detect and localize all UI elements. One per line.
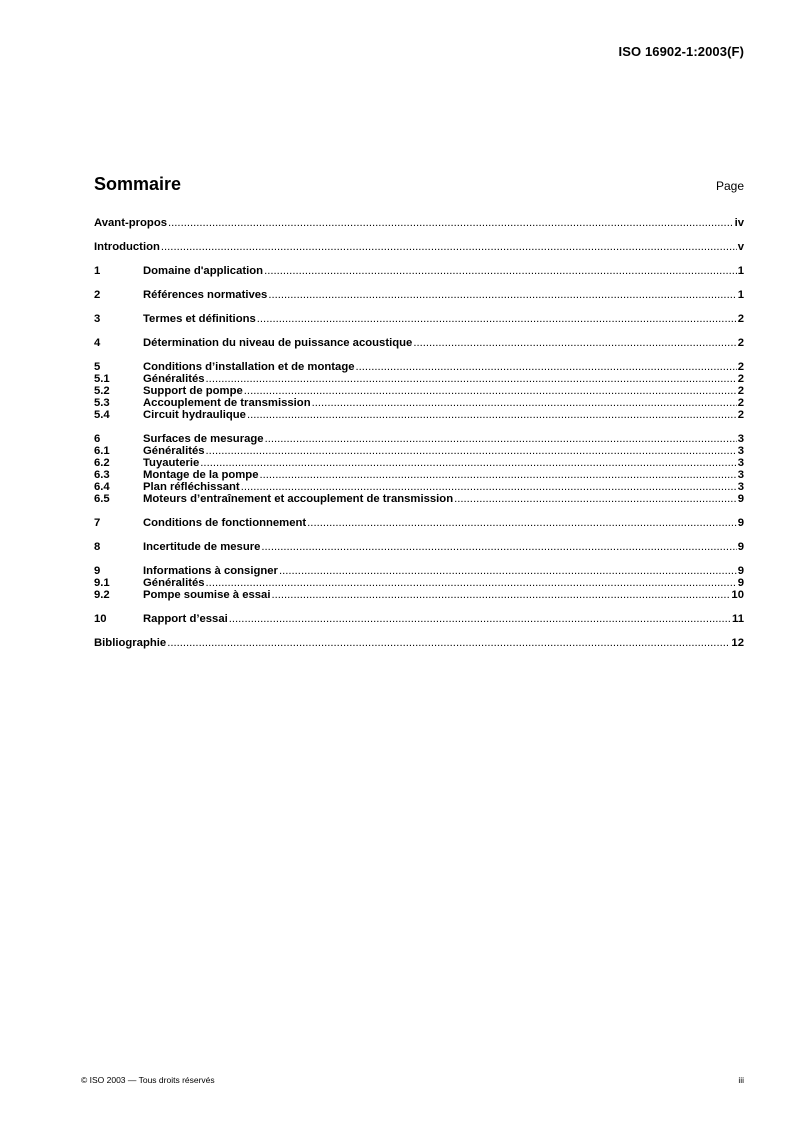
- dot-leader: [265, 433, 737, 445]
- dot-leader: [206, 373, 737, 385]
- toc-entry[interactable]: [94, 373, 744, 385]
- toc-entry-number: 9.2: [94, 589, 110, 601]
- toc-entry-page: 2: [737, 409, 744, 421]
- toc-entry[interactable]: [94, 217, 744, 229]
- dot-leader: [312, 397, 737, 409]
- toc-header: [94, 174, 744, 195]
- toc-entry-label: Tuyauterie: [143, 457, 200, 469]
- toc-entry[interactable]: [94, 577, 744, 589]
- toc-entry[interactable]: [94, 397, 744, 409]
- toc-entry-label: Avant-propos: [94, 217, 168, 229]
- page-number: iii: [738, 1075, 744, 1085]
- dot-leader: [261, 541, 736, 553]
- toc-entry-number: 6.4: [94, 481, 110, 493]
- toc-entry[interactable]: [94, 493, 744, 505]
- toc-entry-page: 3: [737, 469, 744, 481]
- dot-leader: [241, 481, 737, 493]
- toc-entry-page: iv: [734, 217, 744, 229]
- toc-entry[interactable]: [94, 241, 744, 253]
- toc-entry-label: Généralités: [143, 373, 205, 385]
- toc-entry-page: 3: [737, 481, 744, 493]
- dot-leader: [168, 217, 734, 229]
- document-id: ISO 16902-1:2003(F): [618, 44, 744, 59]
- dot-leader: [268, 289, 736, 301]
- toc-entry[interactable]: [94, 541, 744, 553]
- toc-entry-page: 2: [737, 385, 744, 397]
- toc-entry[interactable]: [94, 361, 744, 373]
- toc-entry-label: Rapport d’essai: [143, 613, 228, 625]
- toc-entry-label: Généralités: [143, 577, 205, 589]
- toc-entry-label: Montage de la pompe: [143, 469, 259, 481]
- dot-leader: [279, 565, 737, 577]
- toc-entry-page: 2: [737, 313, 744, 325]
- toc-entry-page: 3: [737, 433, 744, 445]
- toc-entry-label: Accouplement de transmission: [143, 397, 311, 409]
- toc-entry-page: 9: [737, 493, 744, 505]
- toc-entry[interactable]: [94, 313, 744, 325]
- dot-leader: [206, 577, 737, 589]
- toc-entry-label: Conditions d’installation et de montage: [143, 361, 355, 373]
- toc-entry[interactable]: [94, 517, 744, 529]
- page-footer: [81, 1075, 744, 1085]
- dot-leader: [271, 589, 730, 601]
- toc-entry-label: Détermination du niveau de puissance acoustique: [143, 337, 413, 349]
- dot-leader: [454, 493, 737, 505]
- toc-entry-label: Support de pompe: [143, 385, 243, 397]
- toc-entry-page: 1: [737, 265, 744, 277]
- toc-entry-number: 10: [94, 613, 107, 625]
- toc-entry-page: 9: [737, 565, 744, 577]
- toc-entry-number: 8: [94, 541, 101, 553]
- toc-entry-label: Circuit hydraulique: [143, 409, 246, 421]
- toc-entry-label: Conditions de fonctionnement: [143, 517, 307, 529]
- toc-entry-number: 5.1: [94, 373, 110, 385]
- toc-entry-number: 6.5: [94, 493, 110, 505]
- toc-entry-label: Généralités: [143, 445, 205, 457]
- toc-entry-number: 5.3: [94, 397, 110, 409]
- toc-entry[interactable]: [94, 613, 744, 625]
- toc-entry-number: 5.4: [94, 409, 110, 421]
- toc-entry-number: 9: [94, 565, 101, 577]
- toc-entry-label: Informations à consigner: [143, 565, 278, 577]
- toc-entry-number: 6: [94, 433, 101, 445]
- toc-entry-label: Références normatives: [143, 289, 268, 301]
- toc-entry[interactable]: [94, 637, 744, 649]
- toc-entry[interactable]: [94, 289, 744, 301]
- toc-entry-number: 6.2: [94, 457, 110, 469]
- toc-entry-label: Termes et définitions: [143, 313, 256, 325]
- toc-entry-label: Surfaces de mesurage: [143, 433, 264, 445]
- toc-entry-page: 12: [731, 637, 744, 649]
- dot-leader: [161, 241, 737, 253]
- toc-entry[interactable]: [94, 565, 744, 577]
- toc-entry-page: 11: [732, 613, 744, 625]
- toc-entry-page: 2: [737, 373, 744, 385]
- dot-leader: [260, 469, 737, 481]
- dot-leader: [307, 517, 737, 529]
- toc-entry-label: Bibliographie: [94, 637, 167, 649]
- toc-entry-page: 3: [737, 445, 744, 457]
- dot-leader: [229, 613, 731, 625]
- toc-entry-page: 2: [737, 337, 744, 349]
- toc-entry-number: 4: [94, 337, 101, 349]
- toc-entry-page: 3: [737, 457, 744, 469]
- toc-entry[interactable]: [94, 337, 744, 349]
- dot-leader: [413, 337, 736, 349]
- dot-leader: [167, 637, 730, 649]
- toc-entry-label: Incertitude de mesure: [143, 541, 261, 553]
- toc-entry-page: 9: [737, 577, 744, 589]
- toc-entry[interactable]: [94, 385, 744, 397]
- toc-entry-label: Domaine d'application: [143, 265, 264, 277]
- toc-entry-page: 2: [737, 361, 744, 373]
- toc-entry[interactable]: [94, 409, 744, 421]
- toc-entry-page: 2: [737, 397, 744, 409]
- toc-entry-page: 9: [737, 541, 744, 553]
- toc-entry-page: 9: [737, 517, 744, 529]
- toc-entry-number: 6.1: [94, 445, 110, 457]
- toc-entry-page: v: [737, 241, 744, 253]
- toc-entry[interactable]: [94, 589, 744, 601]
- toc-entry-page: 10: [731, 589, 744, 601]
- dot-leader: [244, 385, 737, 397]
- toc-entry-number: 6.3: [94, 469, 110, 481]
- toc-title: Sommaire: [94, 174, 182, 194]
- toc-entry[interactable]: [94, 481, 744, 493]
- toc-entry-label: Moteurs d’entraînement et accouplement de transmission: [143, 493, 454, 505]
- toc-entry-number: 5: [94, 361, 101, 373]
- dot-leader: [206, 445, 737, 457]
- toc-entry-page: 1: [737, 289, 744, 301]
- toc-entry-number: 5.2: [94, 385, 110, 397]
- toc-entry-number: 9.1: [94, 577, 110, 589]
- toc-entry[interactable]: [94, 433, 744, 445]
- toc-entry[interactable]: [94, 445, 744, 457]
- toc-entry-label: Pompe soumise à essai: [143, 589, 271, 601]
- dot-leader: [200, 457, 736, 469]
- toc-entry-number: 3: [94, 313, 101, 325]
- toc-entry[interactable]: [94, 457, 744, 469]
- toc-entry-number: 1: [94, 265, 101, 277]
- toc-entry-label: Plan réfléchissant: [143, 481, 240, 493]
- table-of-contents: [94, 217, 744, 649]
- dot-leader: [247, 409, 737, 421]
- dot-leader: [356, 361, 737, 373]
- toc-entry-number: 2: [94, 289, 101, 301]
- toc-entry[interactable]: [94, 265, 744, 277]
- toc-entry-number: 7: [94, 517, 101, 529]
- dot-leader: [257, 313, 737, 325]
- copyright-notice: © ISO 2003 — Tous droits réservés: [81, 1075, 215, 1085]
- toc-entry[interactable]: [94, 469, 744, 481]
- toc-page-column-label: Page: [715, 179, 744, 193]
- dot-leader: [264, 265, 737, 277]
- toc-entry-label: Introduction: [94, 241, 160, 253]
